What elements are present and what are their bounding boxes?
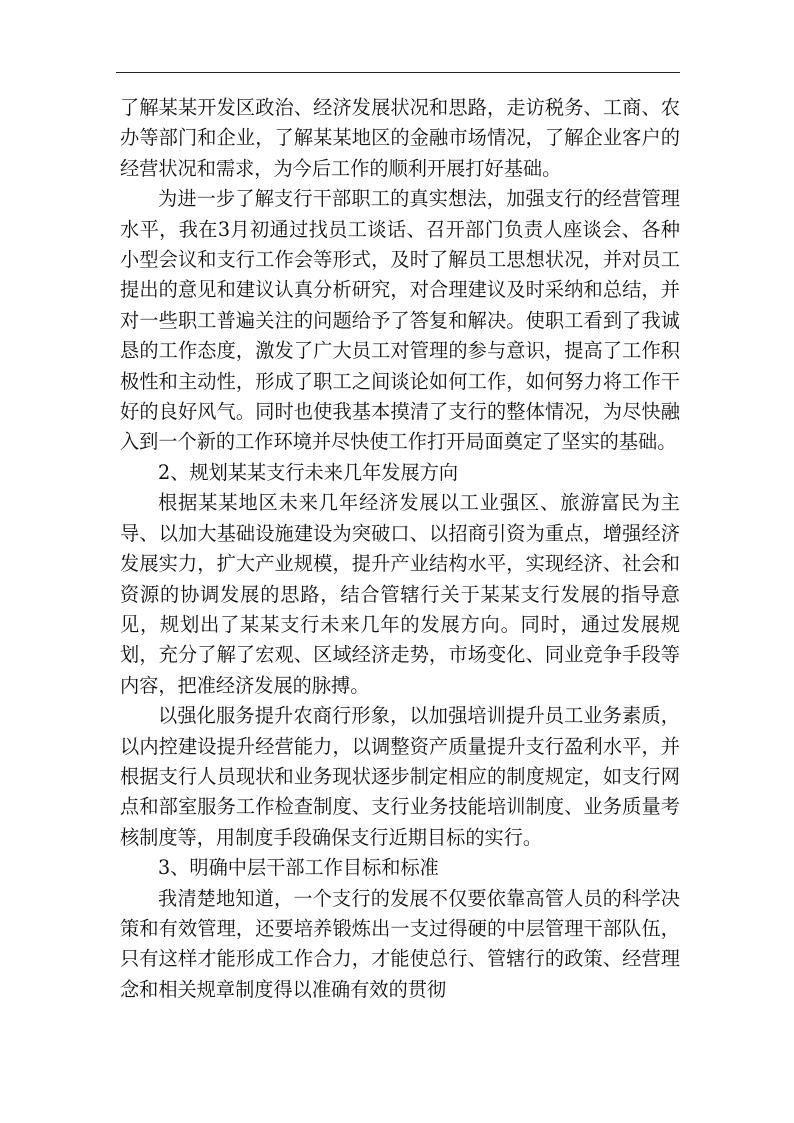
paragraph-service-goals: 以强化服务提升农商行形象，以加强培训提升员工业务素质，以内控建设提升经营能力，以调整资产质量提升支行盈利水平，并根据支行人员现状和业务现状逐步制定相应的制度规定，如支行网点和部室服务工作检查制度、支行业务技能培训制度、业务质量考核制度等，用制度手段确保支行近期目标的实行。: [120, 704, 680, 849]
section-heading-3: 3、明确中层干部工作目标和标准: [158, 856, 439, 880]
header-rule: [116, 72, 680, 73]
section-heading-2: 2、规划某某支行未来几年发展方向: [158, 460, 459, 484]
paragraph-development-plan: 根据某某地区未来几年经济发展以工业强区、旅游富民为主导、以加大基础设施建设为突破口、以招商引资为重点，增强经济发展实力，扩大产业规模，提升产业结构水平，实现经济、社会和资源的协调发展的思路，结合管辖行关于某某支行发展的指导意见，规划出了某某支行未来几年的发展方向。同时，通过发展规划，充分了解了宏观、区域经济走势，市场变化、同业竞争手段等内容，把准经济发展的脉搏。: [120, 491, 680, 697]
paragraph-middle-management: 我清楚地知道，一个支行的发展不仅要依靠高管人员的科学决策和有效管理，还要培养锻炼出一支过得硬的中层管理干部队伍，只有这样才能形成工作合力，才能使总行、管辖行的政策、经营理念和相关规章制度得以准确有效的贯彻: [120, 886, 680, 1001]
document-body: [120, 93, 680, 1005]
paragraph-intro-continuation: 了解某某开发区政治、经济发展状况和思路，走访税务、工商、农办等部门和企业，了解某某地区的金融市场情况，了解企业客户的经营状况和需求，为今后工作的顺利开展打好基础。: [120, 96, 680, 180]
paragraph-staff-understanding: 为进一步了解支行干部职工的真实想法，加强支行的经营管理水平，我在3月初通过找员工谈话、召开部门负责人座谈会、各种小型会议和支行工作会等形式，及时了解员工思想状况，并对员工提出的意见和建议认真分析研究，对合理建议及时采纳和总结，并对一些职工普遍关注的问题给予了答复和解决。使职工看到了我诚恳的工作态度，激发了广大员工对管理的参与意识，提高了工作积极性和主动性，形成了职工之间谈论如何工作，如何努力将工作干好的良好风气。同时也使我基本摸清了支行的整体情况，为尽快融入到一个新的工作环境并尽快使工作打开局面奠定了坚实的基础。: [120, 187, 680, 454]
